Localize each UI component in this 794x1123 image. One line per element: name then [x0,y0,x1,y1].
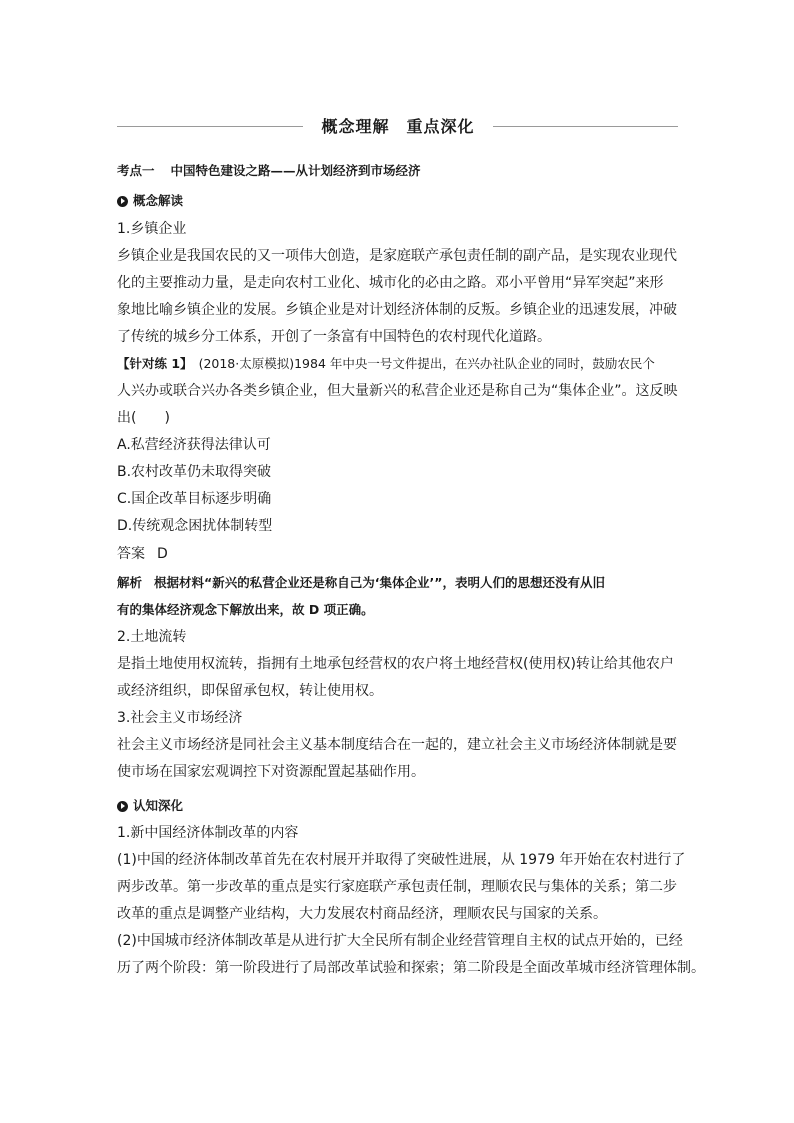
analysis-label: 解析 [117,575,143,590]
section-heading-concept [117,192,183,210]
practice-text: (2018·太原模拟)1984 年中央一号文件提出，在兴办社队企业的同时，鼓励农民个 [198,356,655,371]
paragraph-line: 乡镇企业是我国农民的又一项伟大创造，是家庭联产承包责任制的副产品，是实现农业现代 [117,248,677,264]
option-d: D.传统观念困扰体制转型 [117,518,273,534]
item-title-township-enterprise: 1.乡镇企业 [117,221,187,237]
analysis-line: 有的集体经济观念下解放出来，故 D 项正确。 [117,602,374,617]
option-b: B.农村改革仍未取得突破 [117,464,272,480]
kaodian-heading [117,162,421,180]
practice-question-line: 出( ) [117,410,170,426]
paragraph-line: 改革的重点是调整产业结构，大力发展农村商品经济，理顺农民与国家的关系。 [117,906,607,922]
paragraph-line: (2)中国城市经济体制改革是从进行扩大全民所有制企业经营管理自主权的试点开始的，已经 [117,933,683,949]
kaodian-title: 中国特色建设之路——从计划经济到市场经济 [170,163,421,178]
play-circle-icon [117,196,128,207]
paragraph-line: 使市场在国家宏观调控下对资源配置起基础作用。 [117,764,425,780]
paragraph-line: 或经济组织，即保留承包权，转让使用权。 [117,683,383,699]
item-title-market-economy: 3.社会主义市场经济 [117,710,243,726]
paragraph-line: 社会主义市场经济是同社会主义基本制度结合在一起的，建立社会主义市场经济体制就是要 [117,737,677,753]
paragraph-line: (1)中国的经济体制改革首先在农村展开并取得了突破性进展，从 1979 年开始在农村进行了 [117,852,686,868]
kaodian-label: 考点一 [117,163,155,178]
option-a: A.私营经济获得法律认可 [117,437,271,453]
analysis-text: 根据材料“新兴的私营企业还是称自己为‘集体企业’”，表明人们的思想还没有从旧 [154,575,605,590]
title-rule-right [493,126,678,127]
item-title-land-transfer: 2.土地流转 [117,629,187,645]
paragraph-line: 是指土地使用权流转，指拥有土地承包经营权的农户将土地经营权(使用权)转让给其他农户 [117,656,674,672]
paragraph-line: 了传统的城乡分工体系，开创了一条富有中国特色的农村现代化道路。 [117,329,551,345]
option-c: C.国企改革目标逐步明确 [117,491,272,507]
page-title: 概念理解 重点深化 [321,117,475,136]
paragraph-line: 化的主要推动力量，是走向农村工业化、城市化的必由之路。邓小平曾用“异军突起”来形 [117,275,664,291]
section-heading-label: 概念解读 [133,193,184,208]
item-title-reform-content: 1.新中国经济体制改革的内容 [117,825,299,841]
answer-line [117,545,168,563]
paragraph-line: 历了两个阶段：第一阶段进行了局部改革试验和探索；第二阶段是全面改革城市经济管理体制。 [117,960,705,976]
practice-question-line [117,355,655,373]
practice-question-line: 人兴办或联合兴办各类乡镇企业，但大量新兴的私营企业还是称自己为“集体企业”。这反映 [117,383,678,399]
section-heading-deepen [117,797,183,815]
section-title-row [117,114,678,140]
play-circle-icon [117,801,128,812]
paragraph-line: 两步改革。第一步改革的重点是实行家庭联产承包责任制，理顺农民与集体的关系；第二步 [117,879,677,895]
answer-label: 答案 [117,546,145,562]
analysis-line [117,574,678,592]
section-heading-label: 认知深化 [133,798,184,813]
answer-value: D [157,546,168,562]
paragraph-line: 象地比喻乡镇企业的发展。乡镇企业是对计划经济体制的反叛。乡镇企业的迅速发展，冲破 [117,302,677,318]
title-rule-left [117,126,303,127]
practice-tag: 【针对练 1】 [117,356,193,371]
